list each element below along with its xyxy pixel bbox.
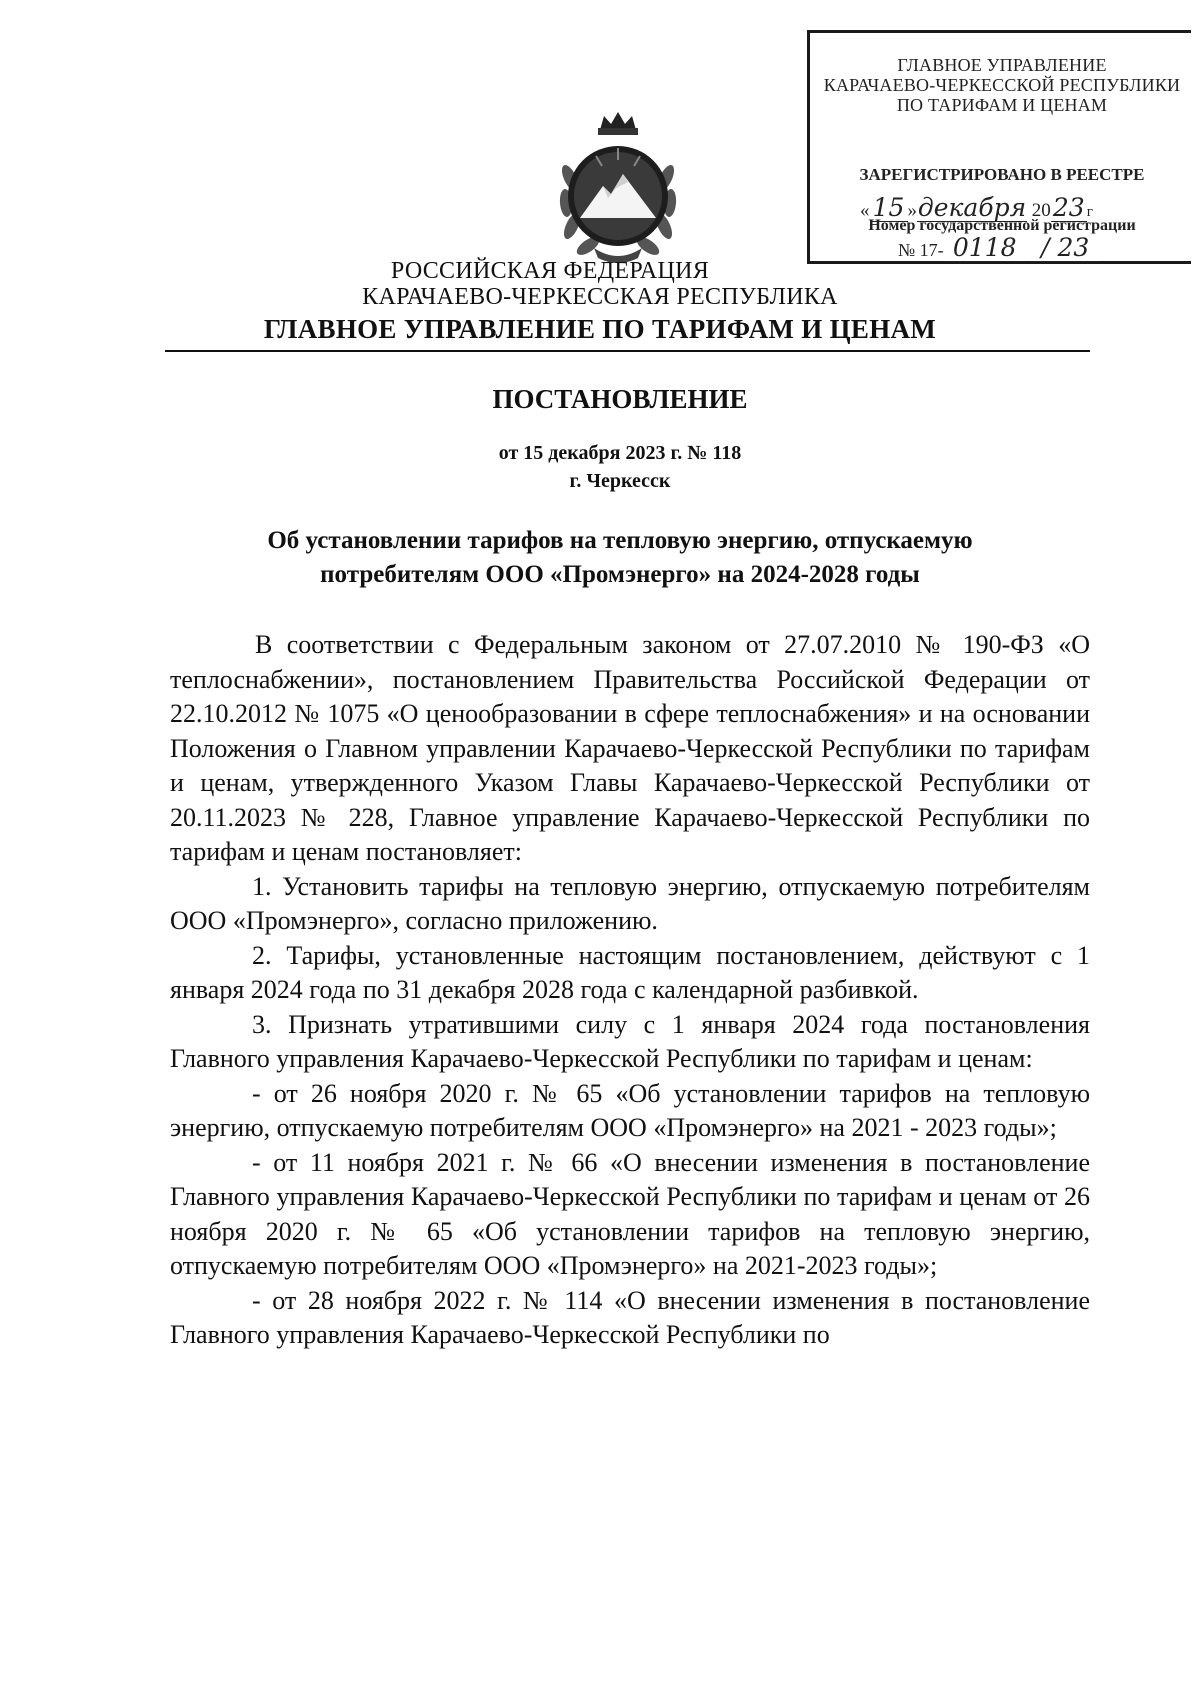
stamp-agency-line: ПО ТАРИФАМ И ЦЕНАМ — [896, 95, 1108, 115]
stamp-date-close-quote: » — [907, 200, 917, 221]
repealed-item-paragraph: - от 26 ноября 2020 г. № 65 «Об установлении тарифов на тепловую энергию, отпускаемую потребителям ООО «Промэнерго» на 2021 - 2023 годы»; — [170, 1078, 1090, 1142]
document-title-line: Об установлении тарифов на тепловую энергию, отпускаемую — [267, 527, 973, 554]
document-body — [170, 628, 1090, 1353]
registration-stamp — [807, 30, 1191, 264]
stamp-regnum-value: 0118 — [944, 235, 1026, 262]
stamp-agency — [810, 55, 1194, 115]
stamp-regnum-label: Номер государственной регистрации — [868, 217, 1136, 234]
stamp-date-year: 23 — [1051, 195, 1087, 222]
stamp-date-month: декабря — [917, 193, 1027, 222]
stamp-date-open-quote: « — [860, 200, 870, 221]
header-agency: ГЛАВНОЕ УПРАВЛЕНИЕ ПО ТАРИФАМ И ЦЕНАМ — [263, 314, 937, 344]
header-country: РОССИЙСКАЯ ФЕДЕРАЦИЯ — [390, 258, 710, 284]
header-region: КАРАЧАЕВО-ЧЕРКЕССКАЯ РЕСПУБЛИКА — [362, 284, 838, 310]
stamp-agency-line: ГЛАВНОЕ УПРАВЛЕНИЕ — [897, 55, 1107, 75]
item-3-paragraph: 3. Признать утратившими силу с 1 января 2024 года постановления Главного управления Карачаево-Черкесской Республики по тарифам и ценам: — [170, 1009, 1090, 1073]
document-type: ПОСТАНОВЛЕНИЕ — [492, 384, 748, 414]
stamp-date-year-abbr: г — [1086, 204, 1093, 220]
document-date-number: от 15 декабря 2023 г. № 118 — [498, 442, 742, 464]
repealed-item-paragraph: - от 28 ноября 2022 г. № 114 «О внесении изменения в постановление Главного управления Карачаево-Черкесской Республики по — [170, 1285, 1090, 1349]
header-divider — [165, 350, 1090, 352]
coat-of-arms-icon — [548, 108, 688, 268]
document-city: г. Черкесск — [569, 470, 671, 492]
preamble-paragraph: В соответствии с Федеральным законом от 27.07.2010 № 190-ФЗ «О теплоснабжении», постановлением Правительства Российской Федерации от 22.10.2012 № 1075 «О ценообразовании в сфере теплоснабжения» и на основании Положения о Главном управлении Карачаево-Черкесской Республики по тарифам и ценам, утвержденного Указом Главы Карачаево-Черкесской Республики от 20.11.2023 № 228, Главное управление Карачаево-Черкесской Республики по тарифам и ценам постановляет: — [170, 630, 1090, 866]
stamp-date-day: 15 — [870, 195, 908, 222]
stamp-regnum-prefix: № 17- — [898, 240, 944, 260]
stamp-registered-label: ЗАРЕГИСТРИРОВАНО В РЕЕСТРЕ — [859, 165, 1145, 184]
repealed-item-paragraph: - от 11 ноября 2021 г. № 66 «О внесении изменения в постановление Главного управления Карачаево-Черкесской Республики по тарифам и ценам от 26 ноября 2020 г. № 65 «Об установлении тарифов на тепловую энергию, отпускаемую потребителям ООО «Промэнерго» на 2021-2023 годы»; — [170, 1147, 1090, 1280]
stamp-regnum-year-value: 23 — [1057, 233, 1090, 262]
stamp-date-year-prefix: 20 — [1031, 200, 1051, 221]
item-2-paragraph: 2. Тарифы, установленные настоящим постановлением, действуют с 1 января 2024 года по 31 декабря 2028 года с календарной разбивкой. — [170, 940, 1090, 1004]
stamp-agency-line: КАРАЧАЕВО-ЧЕРКЕССКОЙ РЕСПУБЛИКИ — [823, 75, 1181, 95]
document-title-line: потребителям ООО «Промэнерго» на 2024-2028 годы — [320, 561, 920, 588]
item-1-paragraph: 1. Установить тарифы на тепловую энергию, отпускаемую потребителям ООО «Промэнерго», согласно приложению. — [170, 871, 1090, 935]
stamp-regnum-sep: / — [1041, 233, 1050, 262]
